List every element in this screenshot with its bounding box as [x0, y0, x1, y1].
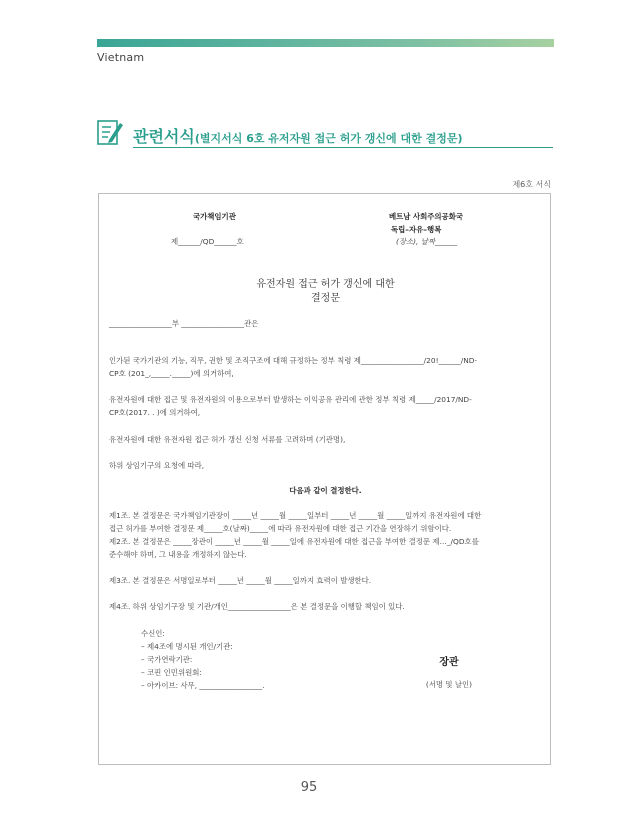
republic-name: 베트남 사회주의공화국 — [389, 212, 463, 221]
document-title-line1: 유전자원 접근 허가 갱신에 대한 — [256, 279, 395, 290]
section-subtitle: (별지서식 6호 유저자원 접근 허가 갱신에 대한 결정문) — [194, 132, 463, 145]
article-2-line-1: 제2조. 본 결정문은 _____장관이 _____년 _____월 _____일에 유전자원에 대한 접근을 부여한 결정문 제…_/QD호를 — [109, 537, 479, 546]
signer-title: 장관 — [439, 657, 459, 668]
paragraph-4: 하위 상임기구의 요청에 따라, — [109, 461, 205, 470]
article-2-line-2: 준수해야 하며, 그 내용을 개정하지 않는다. — [109, 550, 247, 559]
signer-note: (서명 및 날인) — [425, 680, 473, 689]
paragraph-2-line-1: 유전자원에 대한 접근 및 유전자원의 이용으로부터 발생하는 이익공유 관리에 관한 정부 칙령 제_____/2017/ND- — [109, 395, 472, 404]
article-1-line-2: 접근 허가를 부여한 결정문 제_____호(날짜)_____에 따라 유전자원에 대한 접근 기간을 연장하기 위함이다. — [109, 524, 452, 533]
page-number: 95 — [300, 780, 318, 795]
decision-heading: 다음과 같이 결정한다. — [289, 486, 362, 495]
recipient-item: – 아카이브: 사무, _________________. — [141, 681, 265, 690]
decision-form — [98, 193, 551, 765]
paragraph-1-line-1: 인가된 국가기관의 기능, 직무, 권한 및 조직구조에 대해 규정하는 정부 칙령 제_________________/20!______/ND- — [109, 356, 478, 365]
recipient-item: – 제4조에 명시된 개인/기관: — [141, 642, 233, 651]
agency-name: 국가책임기관 — [193, 212, 236, 221]
paragraph-2-line-2: CP호(2017. . )에 의거하여, — [109, 408, 201, 417]
recipient-item: – 코핀 인민위원회: — [141, 668, 202, 677]
article-4: 제4조. 하위 상임기구장 및 기관/개인_________________은 본 결정문을 이행할 책임이 있다. — [109, 602, 405, 611]
recipients-label: 수신인: — [141, 629, 165, 638]
section-title-main: 관련서식 — [133, 127, 195, 146]
section-underline — [133, 147, 553, 148]
minister-line: _________________부 _________________관은 — [109, 319, 259, 328]
recipient-item: – 국가연락기관: — [141, 655, 193, 664]
national-motto: 독립–자유–행복 — [391, 225, 442, 234]
section-title — [133, 124, 463, 147]
agency-number: 제______/QD______호 — [171, 237, 244, 246]
place-date: (장소), 날짜______ — [396, 237, 458, 246]
section-header — [97, 118, 557, 148]
header-color-bar — [97, 39, 554, 47]
article-3: 제3조. 본 결정문은 서명일로부터 _____년 _____월 _____일까지 효력이 발생한다. — [109, 576, 372, 585]
paragraph-3: 유전자원에 대한 유전자원 접근 허가 갱신 신청 서류를 고려하며 (기관명), — [109, 435, 346, 444]
document-title-line2: 결정문 — [311, 293, 340, 304]
country-label: Vietnam — [97, 51, 145, 64]
document-edit-icon — [97, 118, 123, 146]
article-1-line-1: 제1조. 본 결정문은 국가책임기관장이 _____년 _____월 _____일부터 _____년 _____월 _____일까지 유전자원에 대한 — [109, 511, 482, 520]
paragraph-1-line-2: CP호 (201_,_____._____)에 의거하여, — [109, 369, 234, 378]
form-number: 제6호 서식 — [512, 180, 551, 189]
